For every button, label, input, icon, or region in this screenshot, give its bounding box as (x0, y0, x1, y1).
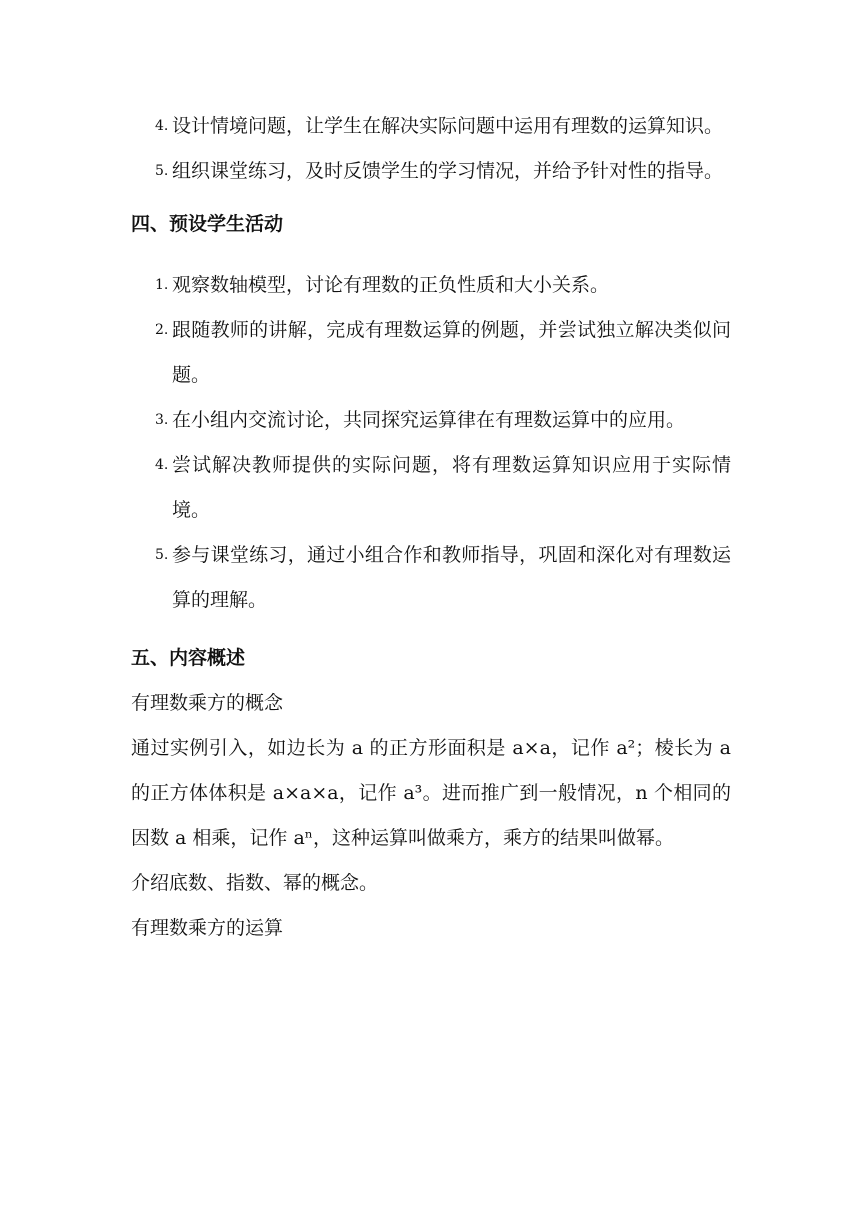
list-item-number: 5. (155, 163, 169, 179)
student-activities-list (131, 263, 731, 623)
list-item-text: 组织课堂练习，及时反馈学生的学习情况，并给予针对性的指导。 (172, 160, 724, 182)
list-item-number: 5. (155, 547, 169, 563)
paragraph-base-exponent-power: 介绍底数、指数、幂的概念。 (131, 872, 379, 894)
list-item-number: 2. (155, 322, 169, 338)
subheading-exponent-operation: 有理数乘方的运算 (131, 917, 284, 939)
section-heading-content-overview: 五、内容概述 (131, 647, 246, 669)
list-item (131, 398, 731, 443)
section-heading-student-activities: 四、预设学生活动 (131, 213, 284, 235)
paragraph-exponent-definition: 通过实例引入，如边长为 a 的正方形面积是 a×a，记作 a²；棱长为 a 的正方体体积是 a×a×a，记作 a³。进而推广到一般情况，n 个相同的因数 a 相乘，记作 aⁿ，这种运算叫做乘方，乘方的结果叫做幂。 (131, 737, 731, 849)
teaching-steps-list (131, 104, 731, 194)
list-item-number: 4. (155, 118, 169, 134)
list-item (131, 149, 731, 194)
list-item-text: 在小组内交流讨论，共同探究运算律在有理数运算中的应用。 (172, 409, 686, 431)
list-item-text: 参与课堂练习，通过小组合作和教师指导，巩固和深化对有理数运算的理解。 (172, 544, 731, 611)
list-item-text: 尝试解决教师提供的实际问题，将有理数运算知识应用于实际情境。 (172, 454, 731, 521)
list-item-text: 设计情境问题，让学生在解决实际问题中运用有理数的运算知识。 (172, 115, 724, 137)
list-item (131, 104, 731, 149)
list-item (131, 443, 731, 533)
subheading-exponent-concept: 有理数乘方的概念 (131, 692, 284, 714)
list-item (131, 308, 731, 398)
list-item-number: 4. (155, 457, 169, 473)
page-content (131, 104, 731, 951)
list-item-number: 3. (155, 412, 169, 428)
list-item-number: 1. (155, 277, 169, 293)
list-item-text: 跟随教师的讲解，完成有理数运算的例题，并尝试独立解决类似问题。 (172, 319, 731, 386)
list-item (131, 533, 731, 623)
list-item (131, 263, 731, 308)
list-item-text: 观察数轴模型，讨论有理数的正负性质和大小关系。 (172, 274, 610, 296)
